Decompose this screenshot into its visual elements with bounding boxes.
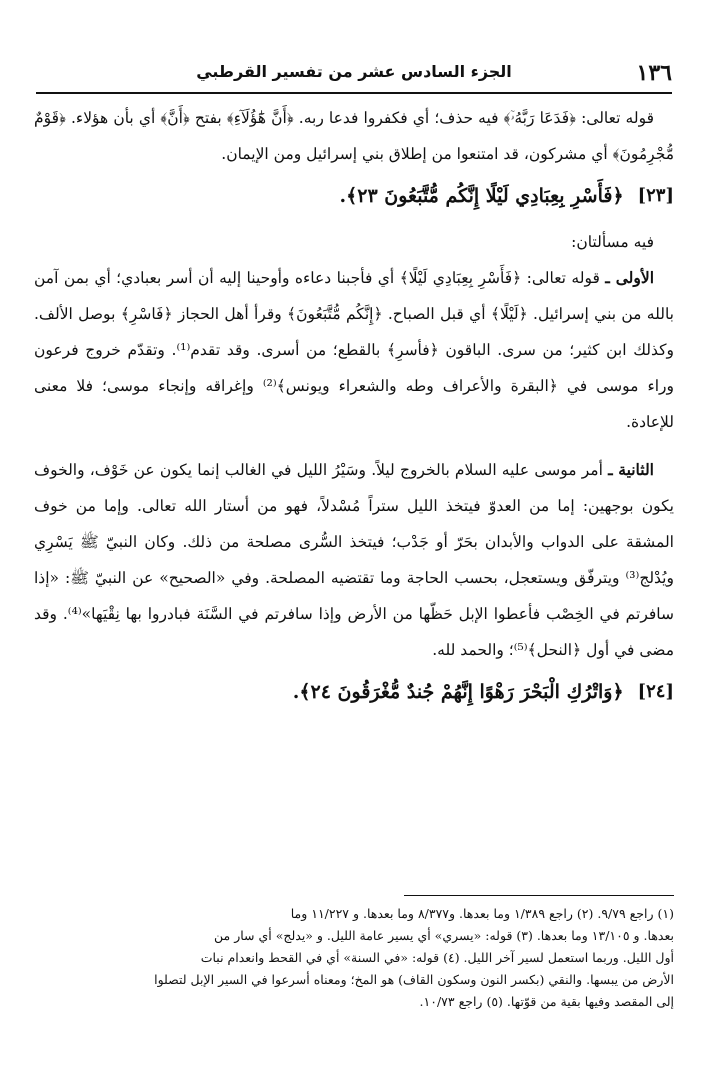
paragraph-gap	[34, 440, 674, 452]
page-number: ١٣٦	[636, 60, 672, 86]
verse-23	[34, 178, 674, 214]
footnote-line: (١) راجع ٩/٧٩. (٢) راجع ١/٣٨٩ وما بعدها. و٨/٣٧٧ وما بعدها. و ١١/٢٢٧ وما	[290, 906, 674, 921]
footnote-rule	[404, 895, 674, 896]
verse-23-number: [٢٣]	[637, 185, 674, 206]
second-issue-paragraph	[34, 452, 674, 668]
second-issue-text: أمر موسى عليه السلام بالخروج ليلاً. وسَيْرُ الليل في الغالب إنما يكون عن خَوْف، والخوف يكون بوجهين: إما من العدوّ فيتخذ الليل ستراً مُسْدلاً، فهو من أستار الله تعالى. وإما من خوف المشقة على الدواب والأبدان بحَرّ أو جَدْب؛ فيتخذ السُّرى مصلحة من ذلك. وكان النبيّ ﷺ يَسْرِي ويُدْلج⁽³⁾ ويترفّق ويستعجل، بحسب الحاجة وما تقتضيه المصلحة. وفي «الصحيح» عن النبيّ ﷺ: «إذا سافرتم في الخِصْب فأعطوا الإبل حَظّها من الأرض وإذا سافرتم في السَّنَة فبادروا بها نِقْيَها»⁽⁴⁾. وقد مضى في أول ﴿النحل﴾⁽⁵⁾؛ والحمد لله.	[34, 461, 674, 659]
verse-24	[34, 674, 674, 710]
header-rule	[36, 92, 672, 94]
footnote-line: الأرض من يبسها. والنقي (بكسر النون وسكون القاف) هو المخ؛ ومعناه أسرعوا في السير الإبل لتصلوا	[154, 972, 674, 987]
intro-paragraph: قوله تعالى: ﴿فَدَعَا رَبَّهُۥٓ﴾ فيه حذف؛ أي فكفروا فدعا ربه. ﴿أَنَّ هَٰٓؤُلَآءِ﴾ بفتح ﴿أَنَّ﴾ أي بأن هؤلاء. ﴿قَوْمٌ مُّجْرِمُونَ﴾ أي مشركون، قد امتنعوا من إطلاق بني إسرائيل ومن الإيمان.	[34, 109, 674, 163]
page-header	[36, 54, 672, 94]
first-issue-heading: الأولى ـ	[605, 268, 654, 287]
footnote-line: أول الليل. وربما استعمل لسير آخر الليل. (٤) قوله: «في السنة» أي في القحط وانعدام نبات	[200, 950, 674, 965]
footnote-line: بعدها. و ١٣/١٠٥ وما بعدها. (٣) قوله: «يسري» أي يسير عامة الليل. و «يدلج» أي سار من	[214, 928, 674, 943]
verse-24-text: ﴿وَاتْرُكِ الْبَحْرَ رَهْوًا إِنَّهُمْ جُندٌ مُّغْرَقُونَ ٢٤﴾.	[292, 681, 624, 703]
first-issue-paragraph	[34, 260, 674, 440]
verse-23-text: ﴿فَأَسْرِ بِعِبَادِي لَيْلًا إِنَّكُم مُّتَّبَعُونَ ٢٣﴾.	[339, 185, 624, 207]
footnotes	[34, 903, 674, 1013]
running-title: الجزء السادس عشر من تفسير القرطبي	[196, 62, 512, 81]
first-issue-text: قوله تعالى: ﴿فَأَسْرِ بِعِبَادِي لَيْلًا﴾ أي فأجبنا دعاءه وأوحينا إليه أن أسر بعبادي؛ أي بمن آمن بالله من بني إسرائيل. ﴿لَيْلًا﴾ أي قبل الصباح. ﴿إِنَّكُم مُّتَّبَعُونَ﴾ وقرأ أهل الحجاز ﴿فَاسْرِ﴾ بوصل الألف. وكذلك ابن كثير؛ من سرى. الباقون ﴿فأسرِ﴾ بالقطع؛ من أسرى. وقد تقدم⁽¹⁾. وتقدّم خروج فرعون وراء موسى في ﴿البقرة والأعراف وطه والشعراء ويونس﴾⁽²⁾ وإغراقه وإنجاء موسى؛ فلا معنى للإعادة.	[34, 269, 675, 431]
second-issue-heading: الثانية ـ	[608, 460, 654, 479]
footnote-line: إلى المقصد وفيها بقية من قوّتها. (٥) راجع ١٠/٧٣.	[419, 994, 674, 1009]
issues-intro: فيه مسألتان:	[571, 233, 654, 251]
verse-24-number: [٢٤]	[637, 681, 674, 702]
main-text	[34, 100, 674, 720]
